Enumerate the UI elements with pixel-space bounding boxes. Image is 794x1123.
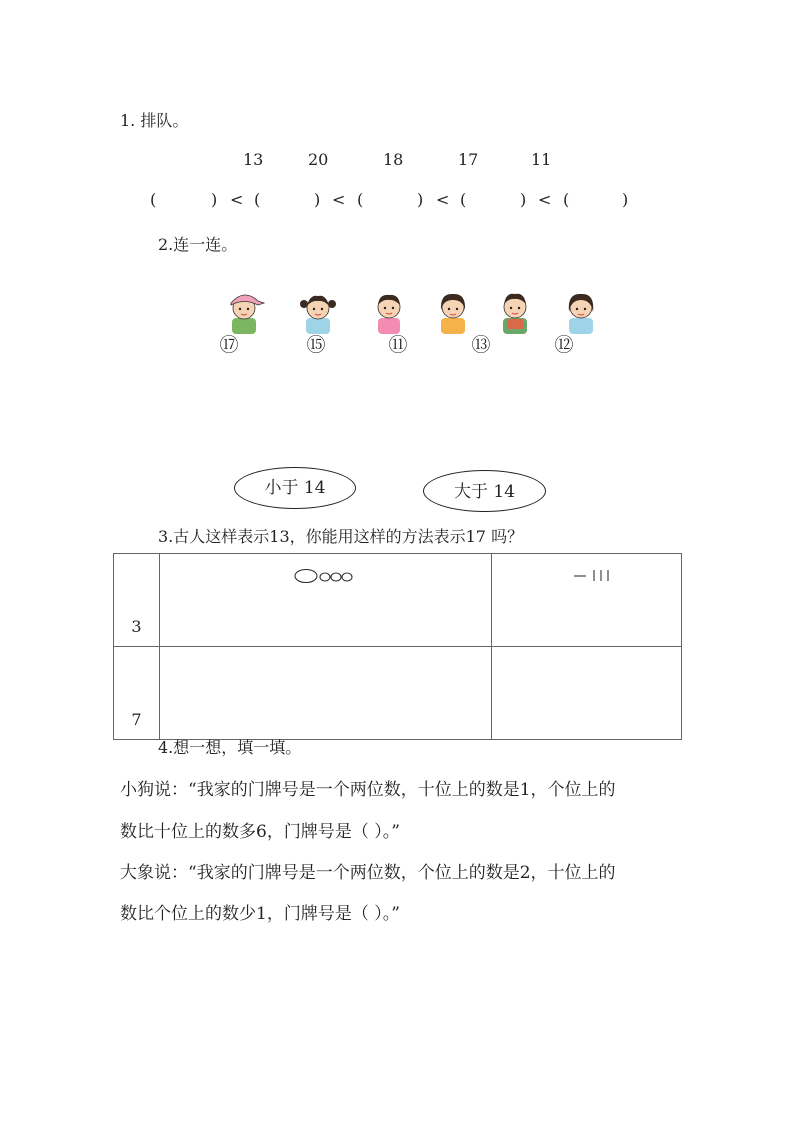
- child-girl-orange-shirt-icon: [431, 288, 475, 334]
- paren-open: (: [563, 190, 570, 209]
- example-shapes-cell: [160, 554, 492, 647]
- paren-close: ): [417, 190, 424, 209]
- paren-close: ): [314, 190, 321, 209]
- elephant-statement-line-1: 大象说：“我家的门牌号是一个两位数，个位上的数是2，十位上的: [120, 863, 616, 883]
- child-girl-blue-shirt-icon: [559, 288, 603, 334]
- q1-number-1: 13: [243, 150, 264, 169]
- circled-number-label: ⑰: [219, 334, 239, 356]
- oval-label: 小于 14: [264, 478, 326, 498]
- q1-number-2: 20: [308, 150, 329, 169]
- oval-less-than-14[interactable]: [234, 467, 356, 509]
- answer-shapes-cell[interactable]: [160, 647, 492, 740]
- oval-label: 大于 14: [453, 482, 516, 502]
- table-row: [114, 647, 682, 740]
- less-than-sign: <: [436, 190, 450, 209]
- child-boy-pink-cap-icon: [222, 288, 266, 334]
- paren-open: (: [357, 190, 364, 209]
- dog-statement-line-2: 数比十位上的数多6，门牌号是（ ）。”: [120, 822, 400, 842]
- table-row: [114, 554, 682, 647]
- circled-number-label: ⑫: [554, 334, 574, 356]
- elephant-statement-line-2: 数比个位上的数少1，门牌号是（ ）。”: [120, 904, 400, 924]
- less-than-sign: <: [538, 190, 552, 209]
- answer-strokes-cell[interactable]: [492, 647, 682, 740]
- example-strokes-cell: [492, 554, 682, 647]
- q1-title: 1. 排队。: [120, 111, 189, 130]
- q1-number-4: 17: [458, 150, 479, 169]
- strokes-example-icon: [572, 568, 622, 582]
- dog-statement-line-1: 小狗说：“我家的门牌号是一个两位数，十位上的数是1，个位上的: [120, 780, 616, 800]
- paren-open: (: [150, 190, 157, 209]
- paren-close: ): [520, 190, 527, 209]
- ancient-numeral-table: [113, 553, 682, 740]
- paren-open: (: [254, 190, 261, 209]
- less-than-sign: <: [230, 190, 244, 209]
- q1-number-3: 18: [383, 150, 404, 169]
- row-label-cell: [114, 647, 160, 740]
- row-label-cell: [114, 554, 160, 647]
- child-girl-pink-shirt-icon: [367, 288, 411, 334]
- paren-close: ): [622, 190, 629, 209]
- circled-number-label: ⑬: [471, 334, 491, 356]
- paren-close: ): [211, 190, 218, 209]
- child-girl-pigtails-icon: [296, 288, 340, 334]
- q1-number-5: 11: [531, 150, 552, 169]
- q3-title: 3.古人这样表示13，你能用这样的方法表示17 吗？: [158, 527, 524, 546]
- child-boy-backpack-icon: [493, 288, 537, 334]
- less-than-sign: <: [332, 190, 346, 209]
- circled-number-label: ⑪: [388, 334, 408, 356]
- circled-number-label: ⑮: [306, 334, 326, 356]
- ovals-example-icon: [294, 569, 358, 583]
- row-label: 3: [131, 617, 142, 636]
- oval-greater-than-14[interactable]: [423, 470, 546, 512]
- q2-title: 2.连一连。: [158, 235, 238, 254]
- paren-open: (: [460, 190, 467, 209]
- q4-title: 4.想一想，填一填。: [158, 738, 302, 757]
- row-label: 7: [131, 710, 142, 729]
